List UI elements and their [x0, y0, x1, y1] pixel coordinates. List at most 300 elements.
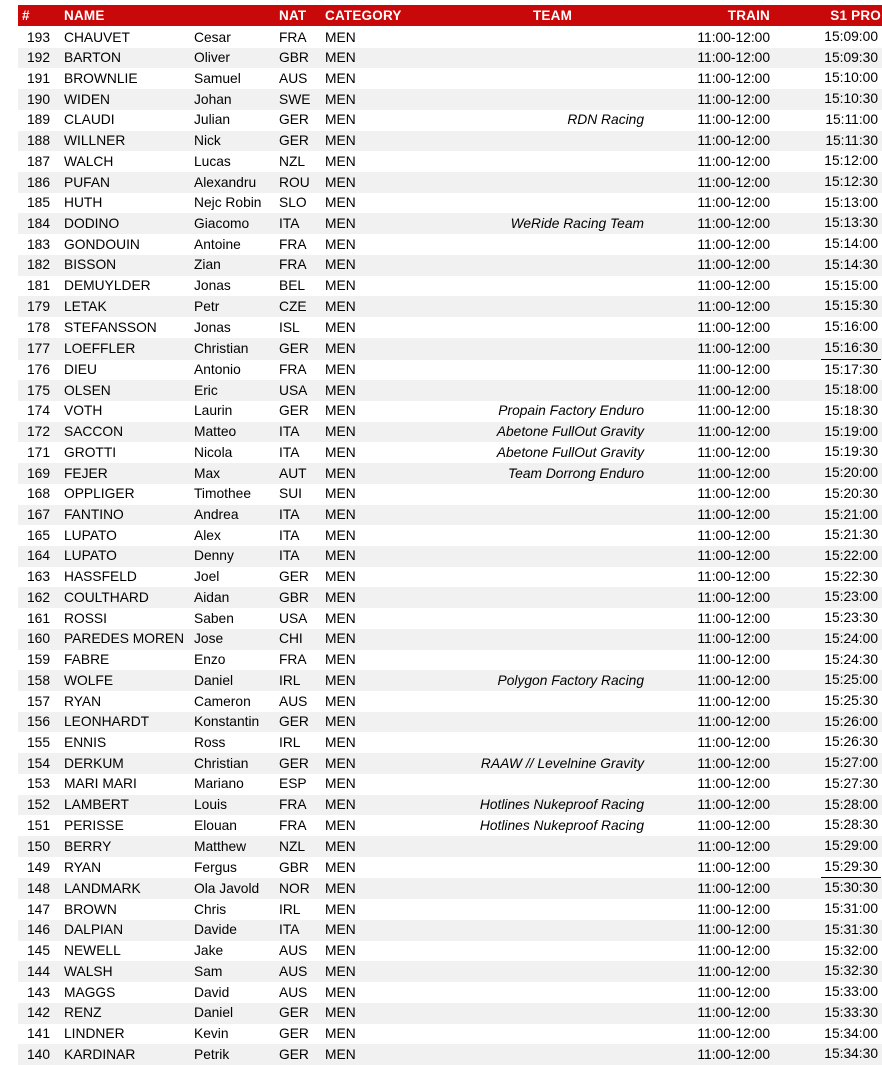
cell-lastname: RYAN — [64, 859, 102, 875]
start-list-table-wrap — [18, 5, 881, 1065]
cell-lastname: LOEFFLER — [64, 340, 136, 356]
cell-s1-pro — [778, 795, 882, 816]
cell-number: 184 — [26, 215, 50, 231]
s1-pro-time: 15:14:00 — [824, 236, 878, 252]
cell-team — [445, 255, 660, 276]
cell-nat: USA — [279, 610, 308, 626]
cell-nat: AUS — [279, 70, 308, 86]
table-row[interactable] — [18, 234, 882, 255]
cell-category: MEN — [325, 112, 356, 128]
cell-firstname: Enzo — [194, 652, 226, 668]
cell-firstname: Jonas — [194, 319, 231, 335]
cell-team — [445, 629, 660, 650]
s1-pro-time: 15:15:30 — [824, 298, 878, 314]
cell-team: Propain Factory Enduro — [498, 403, 644, 419]
cell-s1-pro — [778, 670, 882, 691]
cell-number: 153 — [26, 776, 50, 792]
table-row[interactable] — [18, 401, 882, 422]
cell-nat: ITA — [279, 922, 300, 938]
cell-train: 11:00-12:00 — [697, 236, 770, 252]
column-header-category[interactable]: CATEGORY — [321, 5, 445, 27]
cell-firstname: Max — [194, 465, 221, 481]
table-row[interactable] — [18, 1024, 882, 1045]
table-row[interactable] — [18, 172, 882, 193]
cell-s1-pro — [778, 422, 882, 443]
s1-pro-time: 15:31:00 — [824, 901, 878, 917]
table-row[interactable] — [18, 338, 882, 360]
table-row[interactable] — [18, 68, 882, 89]
cell-number: 160 — [26, 631, 50, 647]
cell-nat: AUS — [279, 984, 308, 1000]
table-row[interactable] — [18, 587, 882, 608]
cell-train: 11:00-12:00 — [697, 133, 770, 149]
cell-lastname: KARDINAR — [64, 1046, 136, 1062]
table-row[interactable] — [18, 815, 882, 836]
cell-lastname: DEMUYLDER — [64, 278, 151, 294]
s1-pro-time: 15:11:30 — [825, 132, 878, 148]
cell-train: 11:00-12:00 — [697, 859, 770, 875]
cell-category: MEN — [325, 507, 356, 523]
s1-pro-time: 15:32:30 — [824, 963, 878, 979]
cell-firstname: Giacomo — [194, 215, 250, 231]
cell-number: 142 — [26, 1005, 50, 1021]
cell-s1-pro — [778, 629, 882, 650]
cell-s1-pro — [778, 48, 882, 69]
cell-number: 145 — [26, 943, 50, 959]
cell-firstname: Denny — [194, 548, 234, 564]
s1-pro-time: 15:19:30 — [824, 444, 878, 460]
s1-pro-time: 15:18:30 — [824, 402, 878, 418]
cell-s1-pro — [778, 255, 882, 276]
cell-firstname: Mariano — [194, 776, 244, 792]
table-row[interactable] — [18, 732, 882, 753]
table-row[interactable] — [18, 650, 882, 671]
cell-lastname: CHAUVET — [64, 29, 130, 45]
cell-number: 177 — [26, 340, 50, 356]
cell-train: 11:00-12:00 — [697, 755, 770, 771]
cell-team — [445, 89, 660, 110]
table-row[interactable] — [18, 753, 882, 774]
cell-s1-pro — [778, 650, 882, 671]
cell-lastname: RENZ — [64, 1005, 102, 1021]
table-row[interactable] — [18, 380, 882, 401]
column-header-team[interactable]: TEAM — [445, 5, 660, 27]
cell-nat: NZL — [279, 153, 306, 169]
cell-nat: CHI — [279, 631, 303, 647]
cell-category: MEN — [325, 298, 356, 314]
cell-s1-pro — [778, 753, 882, 774]
s1-pro-time: 15:13:30 — [824, 215, 878, 231]
cell-s1-pro — [778, 567, 882, 588]
table-row[interactable] — [18, 255, 882, 276]
cell-category: MEN — [325, 444, 356, 460]
cell-s1-pro — [778, 172, 882, 193]
table-header — [18, 5, 882, 27]
cell-number: 168 — [26, 486, 50, 502]
cell-team — [445, 899, 660, 920]
cell-nat: FRA — [279, 29, 307, 45]
cell-team — [445, 546, 660, 567]
cell-number: 178 — [26, 319, 50, 335]
table-row[interactable] — [18, 463, 882, 484]
cell-lastname: PERISSE — [64, 817, 124, 833]
cell-nat: USA — [279, 382, 308, 398]
cell-nat: GER — [279, 340, 309, 356]
s1-pro-time: 15:22:30 — [824, 568, 878, 584]
s1-pro-time: 15:18:00 — [824, 382, 878, 398]
cell-lastname: VOTH — [64, 403, 103, 419]
cell-team — [445, 878, 660, 899]
s1-pro-time: 15:15:00 — [824, 277, 878, 293]
s1-pro-time: 15:26:00 — [824, 713, 878, 729]
cell-lastname: CLAUDI — [64, 112, 115, 128]
cell-train: 11:00-12:00 — [697, 29, 770, 45]
cell-s1-pro — [778, 151, 882, 172]
table-row[interactable] — [18, 110, 882, 131]
cell-nat: SLO — [279, 195, 307, 211]
s1-pro-time: 15:21:00 — [824, 506, 878, 522]
cell-s1-pro — [778, 110, 882, 131]
s1-pro-time: 15:32:00 — [824, 942, 878, 958]
cell-category: MEN — [325, 527, 356, 543]
table-row[interactable] — [18, 712, 882, 733]
cell-category: MEN — [325, 922, 356, 938]
table-row[interactable] — [18, 961, 882, 982]
cell-number: 179 — [26, 298, 50, 314]
s1-pro-time: 15:10:30 — [824, 91, 878, 107]
cell-nat: GER — [279, 403, 309, 419]
cell-lastname: ROSSI — [64, 610, 107, 626]
s1-pro-time: 15:09:30 — [824, 49, 878, 65]
cell-number: 167 — [26, 507, 50, 523]
cell-s1-pro — [778, 608, 882, 629]
cell-lastname: FABRE — [64, 652, 110, 668]
cell-category: MEN — [325, 901, 356, 917]
cell-firstname: Eric — [194, 382, 218, 398]
column-header-nat[interactable]: NAT — [279, 5, 321, 27]
cell-firstname: Lucas — [194, 153, 231, 169]
table-row[interactable] — [18, 193, 882, 214]
cell-lastname: PAREDES MOREN — [64, 631, 185, 647]
table-row[interactable] — [18, 878, 882, 899]
column-header-train[interactable]: TRAIN — [660, 5, 778, 27]
cell-firstname: Andrea — [194, 507, 239, 523]
table-row[interactable] — [18, 567, 882, 588]
s1-pro-time: 15:26:30 — [824, 734, 878, 750]
cell-team: Hotlines Nukeproof Racing — [479, 797, 644, 813]
table-row[interactable] — [18, 670, 882, 691]
cell-number: 148 — [26, 880, 50, 896]
cell-nat: GER — [279, 569, 309, 585]
cell-nat: NZL — [279, 838, 306, 854]
cell-s1-pro — [778, 317, 882, 338]
cell-number: 188 — [26, 133, 50, 149]
s1-pro-time: 15:21:30 — [824, 527, 878, 543]
cell-number: 158 — [26, 672, 50, 688]
cell-team — [445, 1024, 660, 1045]
table-row[interactable] — [18, 899, 882, 920]
cell-category: MEN — [325, 610, 356, 626]
cell-nat: AUS — [279, 693, 308, 709]
cell-firstname: Aidan — [194, 589, 230, 605]
cell-lastname: MARI MARI — [64, 776, 137, 792]
cell-train: 11:00-12:00 — [697, 631, 770, 647]
s1-pro-time: 15:16:30 — [821, 338, 881, 360]
cell-lastname: BROWNLIE — [64, 70, 138, 86]
cell-train: 11:00-12:00 — [697, 174, 770, 190]
cell-train: 11:00-12:00 — [697, 403, 770, 419]
cell-s1-pro — [778, 234, 882, 255]
column-header-firstname[interactable] — [194, 5, 279, 27]
cell-s1-pro — [778, 546, 882, 567]
cell-team — [445, 691, 660, 712]
cell-number: 156 — [26, 714, 50, 730]
cell-train: 11:00-12:00 — [697, 693, 770, 709]
cell-firstname: Davide — [194, 922, 237, 938]
cell-category: MEN — [325, 319, 356, 335]
cell-nat: SUI — [279, 486, 302, 502]
cell-category: MEN — [325, 693, 356, 709]
table-row[interactable] — [18, 525, 882, 546]
table-row[interactable] — [18, 795, 882, 816]
s1-pro-time: 15:24:00 — [824, 630, 878, 646]
cell-team — [445, 131, 660, 152]
cell-train: 11:00-12:00 — [697, 486, 770, 502]
cell-train: 11:00-12:00 — [697, 838, 770, 854]
cell-train: 11:00-12:00 — [697, 382, 770, 398]
cell-lastname: HUTH — [64, 195, 103, 211]
cell-s1-pro — [778, 815, 882, 836]
cell-s1-pro — [778, 380, 882, 401]
cell-nat: GER — [279, 1026, 309, 1041]
cell-team — [445, 48, 660, 69]
s1-pro-time: 15:24:30 — [824, 651, 878, 667]
cell-lastname: BARTON — [64, 50, 121, 66]
cell-team — [445, 338, 660, 360]
cell-category: MEN — [325, 943, 356, 959]
table-row[interactable] — [18, 1003, 882, 1024]
cell-nat: FRA — [279, 817, 307, 833]
cell-lastname: WOLFE — [64, 672, 114, 688]
cell-lastname: RYAN — [64, 693, 102, 709]
cell-train: 11:00-12:00 — [697, 465, 770, 481]
cell-lastname: WALSH — [64, 963, 113, 979]
cell-number: 172 — [26, 424, 50, 440]
cell-number: 193 — [26, 29, 50, 45]
cell-firstname: Elouan — [194, 817, 237, 833]
cell-train: 11:00-12:00 — [697, 922, 770, 938]
cell-nat: ESP — [279, 776, 307, 792]
table-row[interactable] — [18, 691, 882, 712]
cell-category: MEN — [325, 963, 356, 979]
cell-firstname: Ola Javold — [194, 880, 260, 896]
table-row[interactable] — [18, 920, 882, 941]
cell-firstname: Antonio — [194, 362, 241, 377]
cell-s1-pro — [778, 193, 882, 214]
cell-train: 11:00-12:00 — [697, 589, 770, 605]
cell-firstname: Alex — [194, 527, 221, 543]
cell-s1-pro — [778, 463, 882, 484]
cell-category: MEN — [325, 1046, 356, 1062]
table-row[interactable] — [18, 422, 882, 443]
cell-train: 11:00-12:00 — [697, 112, 770, 128]
cell-train: 11:00-12:00 — [697, 714, 770, 730]
cell-s1-pro — [778, 1003, 882, 1024]
cell-firstname: Timothee — [194, 486, 251, 502]
table-row[interactable] — [18, 629, 882, 650]
table-row[interactable] — [18, 442, 882, 463]
cell-category: MEN — [325, 734, 356, 750]
cell-category: MEN — [325, 486, 356, 502]
cell-nat: FRA — [279, 362, 307, 377]
s1-pro-time: 15:14:30 — [824, 256, 878, 272]
cell-nat: GER — [279, 112, 309, 128]
cell-team — [445, 1003, 660, 1024]
cell-nat: ITA — [279, 548, 300, 564]
table-row[interactable] — [18, 505, 882, 526]
cell-firstname: Jose — [194, 631, 224, 647]
table-row[interactable] — [18, 296, 882, 317]
cell-number: 163 — [26, 569, 50, 585]
cell-lastname: NEWELL — [64, 943, 121, 959]
table-row[interactable] — [18, 484, 882, 505]
table-row[interactable] — [18, 213, 882, 234]
column-header-number[interactable]: # — [18, 5, 52, 27]
s1-pro-time: 15:09:00 — [824, 29, 878, 44]
table-row[interactable] — [18, 317, 882, 338]
start-list-table — [18, 5, 882, 1065]
cell-lastname: BERRY — [64, 838, 112, 854]
cell-nat: BEL — [279, 278, 306, 294]
table-row[interactable] — [18, 836, 882, 857]
cell-firstname: Matteo — [194, 424, 237, 440]
s1-pro-time: 15:22:00 — [824, 547, 878, 563]
cell-team — [445, 484, 660, 505]
cell-lastname: GROTTI — [64, 444, 117, 460]
cell-category: MEN — [325, 236, 356, 252]
s1-pro-time: 15:34:30 — [824, 1046, 878, 1062]
s1-pro-time: 15:11:00 — [825, 111, 878, 127]
cell-lastname: HASSFELD — [64, 569, 137, 585]
cell-lastname: BISSON — [64, 257, 117, 273]
cell-s1-pro — [778, 691, 882, 712]
column-header-name[interactable]: NAME — [52, 5, 194, 27]
cell-category: MEN — [325, 1026, 356, 1041]
cell-train: 11:00-12:00 — [697, 548, 770, 564]
cell-train: 11:00-12:00 — [697, 610, 770, 626]
cell-team — [445, 587, 660, 608]
table-body — [18, 27, 882, 1065]
cell-number: 147 — [26, 901, 50, 917]
s1-pro-time: 15:27:00 — [824, 755, 878, 771]
cell-number: 190 — [26, 91, 50, 107]
cell-nat: IRL — [279, 672, 301, 688]
cell-category: MEN — [325, 340, 356, 356]
cell-number: 187 — [26, 153, 50, 169]
s1-pro-time: 15:12:30 — [824, 174, 878, 190]
cell-nat: FRA — [279, 797, 307, 813]
table-row[interactable] — [18, 608, 882, 629]
table-row[interactable] — [18, 857, 882, 879]
cell-train: 11:00-12:00 — [697, 527, 770, 543]
cell-firstname: Antoine — [194, 236, 241, 252]
s1-pro-time: 15:27:30 — [824, 775, 878, 791]
cell-firstname: Saben — [194, 610, 234, 626]
cell-nat: ITA — [279, 215, 300, 231]
table-row[interactable] — [18, 276, 882, 297]
cell-train: 11:00-12:00 — [697, 50, 770, 66]
cell-firstname: Julian — [194, 112, 231, 128]
table-row[interactable] — [18, 151, 882, 172]
cell-nat: GER — [279, 755, 309, 771]
table-row[interactable] — [18, 941, 882, 962]
cell-category: MEN — [325, 880, 356, 896]
cell-train: 11:00-12:00 — [697, 797, 770, 813]
cell-s1-pro — [778, 525, 882, 546]
cell-firstname: Louis — [194, 797, 227, 813]
cell-s1-pro — [778, 360, 882, 381]
table-row[interactable] — [18, 774, 882, 795]
cell-train: 11:00-12:00 — [697, 362, 770, 377]
table-row[interactable] — [18, 1044, 882, 1065]
cell-team: Polygon Factory Racing — [497, 672, 644, 688]
table-row[interactable] — [18, 89, 882, 110]
table-row[interactable] — [18, 27, 882, 48]
s1-pro-time: 15:10:00 — [824, 70, 878, 86]
cell-number: 186 — [26, 174, 50, 190]
cell-nat: ISL — [279, 319, 300, 335]
cell-nat: FRA — [279, 652, 307, 668]
table-row[interactable] — [18, 48, 882, 69]
cell-team — [445, 68, 660, 89]
cell-number: 155 — [26, 734, 50, 750]
cell-train: 11:00-12:00 — [697, 1026, 770, 1041]
cell-s1-pro — [778, 712, 882, 733]
cell-lastname: OPPLIGER — [64, 486, 135, 502]
cell-team — [445, 650, 660, 671]
cell-category: MEN — [325, 215, 356, 231]
cell-train: 11:00-12:00 — [697, 70, 770, 86]
cell-lastname: ENNIS — [64, 734, 107, 750]
cell-firstname: Cesar — [194, 29, 231, 45]
cell-category: MEN — [325, 589, 356, 605]
cell-firstname: Fergus — [194, 859, 237, 875]
cell-s1-pro — [778, 774, 882, 795]
cell-s1-pro — [778, 276, 882, 297]
cell-train: 11:00-12:00 — [697, 984, 770, 1000]
table-row[interactable] — [18, 982, 882, 1003]
cell-category: MEN — [325, 1005, 356, 1021]
cell-number: 175 — [26, 382, 50, 398]
column-header-s1-pro[interactable]: S1 PRO — [778, 5, 882, 27]
cell-s1-pro — [778, 732, 882, 753]
cell-train: 11:00-12:00 — [697, 569, 770, 585]
s1-pro-time: 15:23:00 — [824, 589, 878, 605]
cell-number: 162 — [26, 589, 50, 605]
cell-lastname: DERKUM — [64, 755, 124, 771]
table-row[interactable] — [18, 131, 882, 152]
cell-number: 161 — [26, 610, 50, 626]
cell-team: Hotlines Nukeproof Racing — [479, 817, 644, 833]
cell-number: 159 — [26, 652, 50, 668]
cell-number: 185 — [26, 195, 50, 211]
cell-team — [445, 608, 660, 629]
cell-category: MEN — [325, 133, 356, 149]
table-row[interactable] — [18, 546, 882, 567]
cell-s1-pro — [778, 296, 882, 317]
cell-lastname: WILLNER — [64, 133, 126, 149]
table-row[interactable] — [18, 360, 882, 381]
